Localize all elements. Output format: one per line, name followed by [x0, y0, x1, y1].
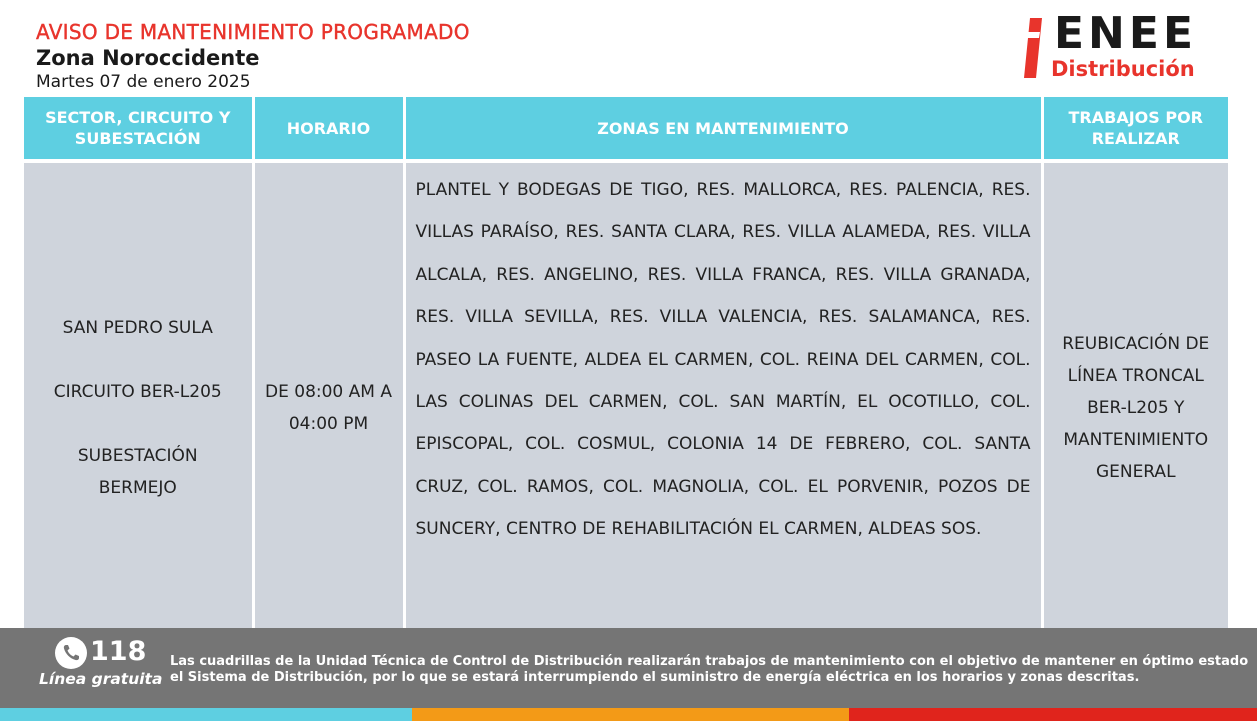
column-header-sector: SECTOR, CIRCUITO Y SUBESTACIÓN	[24, 97, 253, 161]
maintenance-table	[24, 97, 1228, 653]
circuit-name: CIRCUITO BER-L205	[53, 382, 222, 402]
column-header-work: TRABAJOS POR REALIZAR	[1042, 97, 1228, 161]
sector-cell	[24, 161, 253, 653]
zone-name: Zona Noroccidente	[36, 46, 260, 70]
substation-name: SUBESTACIÓN BERMEJO	[77, 446, 198, 498]
enee-logo-mark-icon	[1024, 16, 1050, 80]
enee-logo	[1024, 8, 1234, 84]
column-header-zones: ZONAS EN MANTENIMIENTO	[404, 97, 1042, 161]
zones-cell	[404, 161, 1042, 653]
sector-name: SAN PEDRO SULA	[62, 318, 213, 338]
logo-subtitle: Distribución	[1051, 57, 1195, 81]
notice-title: AVISO DE MANTENIMIENTO PROGRAMADO	[36, 20, 470, 44]
logo-wordmark: ENEE	[1054, 8, 1197, 59]
stripe-cyan	[0, 708, 412, 721]
work-cell	[1042, 161, 1228, 653]
table-header-row	[24, 97, 1228, 161]
footer-bar	[0, 628, 1257, 708]
phone-label: Línea gratuita	[39, 670, 163, 688]
phone-number: 118	[90, 636, 147, 667]
stripe-red	[849, 708, 1257, 721]
schedule-text: DE 08:00 AM A 04:00 PM	[265, 382, 392, 434]
phone-icon	[55, 637, 87, 669]
table-row	[24, 161, 1228, 653]
footer-note: Las cuadrillas de la Unidad Técnica de Control de Distribución realizarán trabajos de mantenimiento con el objetivo de mantener en óptimo estado el Sistema de Distribución, por lo que se estará interrumpiendo el suministro de energía eléctrica en los horarios y zonas descritas.	[170, 654, 1249, 685]
work-text: REUBICACIÓN DE LÍNEA TRONCAL BER-L205 Y MANTENIMIENTO GENERAL	[1062, 334, 1210, 482]
notice-date: Martes 07 de enero 2025	[36, 72, 251, 92]
stripe-orange	[412, 708, 849, 721]
schedule-cell	[253, 161, 404, 653]
column-header-schedule: HORARIO	[253, 97, 404, 161]
zones-text: PLANTEL Y BODEGAS DE TIGO, RES. MALLORCA, RES. PALENCIA, RES. VILLAS PARAÍSO, RES. SANTA CLARA, RES. VILLA ALAMEDA, RES. VILLA ALCALA, RES. ANGELINO, RES. VILLA FRANCA, RES. VILLA GRANADA, RES. VILLA SEVILLA, RES. VILLA VALENCIA, RES. SALAMANCA, RES. PASEO LA FUENTE, ALDEA EL CARMEN, COL. REINA DEL CARMEN, COL. LAS COLINAS DEL CARMEN, COL. SAN MARTÍN, EL OCOTILLO, COL. EPISCOPAL, COL. COSMUL, COLONIA 14 DE FEBRERO, COL. SANTA CRUZ, COL. RAMOS, COL. MAGNOLIA, COL. EL PORVENIR, POZOS DE SUNCERY, CENTRO DE REHABILITACIÓN EL CARMEN, ALDEAS SOS.	[415, 180, 1031, 540]
